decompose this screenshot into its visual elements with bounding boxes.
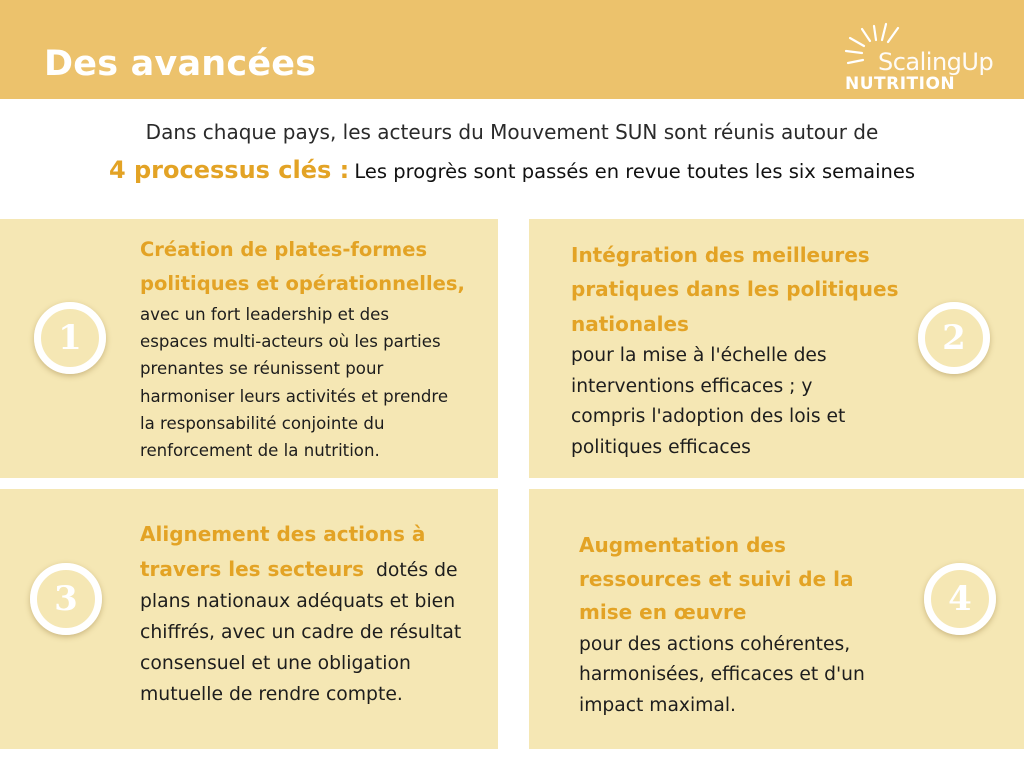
- process-heading-row: [140, 517, 495, 552]
- logo-text-scaling-up: ScalingUp: [878, 48, 994, 76]
- intro-review-text: Les progrès sont passés en revue toutes les six semaines: [354, 160, 916, 183]
- process-body-line: renforcement de la nutrition.: [140, 441, 380, 461]
- process-body-line: consensuel et une obligation: [140, 653, 411, 674]
- process-body-line: chiffrés, avec un cadre de résultat: [140, 622, 462, 643]
- process-heading-line: Création de plates-formes: [140, 238, 428, 261]
- process-text-4: [579, 529, 909, 721]
- process-body-line: la responsabilité conjointe du: [140, 413, 385, 433]
- process-number-badge: 3: [30, 563, 102, 635]
- process-number-badge: 4: [924, 563, 996, 635]
- process-heading-line: travers les secteurs: [140, 556, 364, 581]
- page-title: Des avancées: [44, 44, 317, 84]
- intro-highlight: 4 processus clés :: [108, 156, 350, 184]
- process-body-line: compris l'adoption des lois et: [571, 406, 846, 428]
- process-body-line: plans nationaux adéquats et bien: [140, 591, 456, 612]
- process-heading-line: Intégration des meilleures: [571, 243, 870, 267]
- logo-text-nutrition: NUTRITION: [845, 74, 956, 94]
- process-body-line: interventions efficaces ; y: [571, 375, 813, 397]
- process-text-3: [140, 517, 495, 710]
- process-body-first: dotés de: [376, 559, 458, 581]
- process-heading-row: [140, 552, 495, 587]
- process-heading-line: nationales: [571, 311, 689, 336]
- process-body-line: espaces multi-acteurs où les parties: [140, 332, 441, 352]
- process-number-badge: 2: [918, 302, 990, 374]
- process-body-line: mutuelle de rendre compte.: [140, 684, 403, 705]
- process-heading-line: ressources et suivi de la: [579, 566, 854, 591]
- process-body-line: pour la mise à l'échelle des: [571, 344, 827, 366]
- process-body-line: impact maximal.: [579, 694, 736, 716]
- header-bar: [0, 0, 1024, 99]
- process-body-line: pour des actions cohérentes,: [579, 633, 851, 655]
- scaling-up-nutrition-logo: [842, 18, 1020, 96]
- process-heading-line: Alignement des actions à: [140, 522, 426, 546]
- process-body-line: politiques efficaces: [571, 437, 751, 459]
- process-body-line: harmoniser leurs activités et prendre: [140, 386, 449, 406]
- process-body-line: avec un fort leadership et des: [140, 305, 390, 324]
- process-heading-line: pratiques dans les politiques: [571, 277, 899, 302]
- process-text-1: [140, 233, 492, 464]
- process-heading-line: Augmentation des: [579, 533, 786, 557]
- process-heading-line: politiques et opérationnelles,: [140, 272, 465, 295]
- intro-text: Dans chaque pays, les acteurs du Mouvement SUN sont réunis autour de: [145, 120, 879, 144]
- process-heading-line: mise en œuvre: [579, 600, 747, 624]
- process-text-2: [571, 238, 916, 464]
- intro-subtext: [0, 156, 1024, 184]
- process-number-badge: 1: [34, 302, 106, 374]
- process-body-line: prenantes se réunissent pour: [140, 359, 384, 379]
- process-body-line: harmonisées, efficaces et d'un: [579, 664, 865, 685]
